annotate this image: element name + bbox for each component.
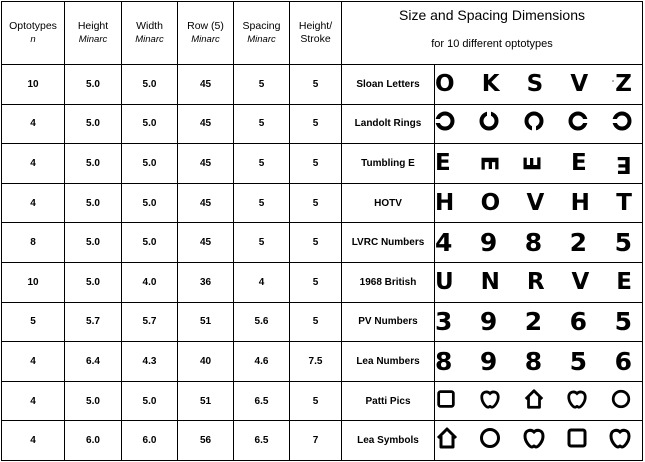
width-value: 5.0 <box>122 104 178 144</box>
width-value: 5.7 <box>122 302 178 342</box>
width-value: 5.0 <box>122 65 178 105</box>
optotype-glyph: 2 <box>524 307 543 337</box>
width-value: 4.3 <box>122 342 178 382</box>
height-value: 6.0 <box>65 421 122 461</box>
optotype-glyph: R <box>526 268 545 295</box>
tumbling-e-icon: E <box>475 155 502 172</box>
optotype-samples <box>435 302 643 342</box>
table-row <box>2 302 643 342</box>
optotype-glyph: E <box>435 149 451 176</box>
optotype-glyph: N <box>480 268 500 295</box>
width-header <box>122 2 178 65</box>
optotype-glyph: 9 <box>479 307 498 337</box>
table-row <box>2 183 643 223</box>
spacing-value: 5 <box>234 223 290 263</box>
row-value: 56 <box>178 421 234 461</box>
landolt-ring-icon <box>568 111 588 136</box>
height-value: 5.0 <box>65 262 122 302</box>
optotypes-header <box>2 2 65 65</box>
width-value: 5.0 <box>122 183 178 223</box>
optotype-glyph: 3 <box>435 307 453 337</box>
table-subtitle: for 10 different optotypes <box>431 38 553 50</box>
house-icon <box>435 426 459 455</box>
row-value: 36 <box>178 262 234 302</box>
optotype-samples <box>435 262 643 302</box>
height-value: 5.0 <box>65 223 122 263</box>
optotypes-count: 8 <box>2 223 65 263</box>
optotype-glyph: E <box>616 268 632 295</box>
optotype-name: Lea Symbols <box>342 421 435 461</box>
width-value: 5.0 <box>122 223 178 263</box>
optotype-samples <box>435 183 643 223</box>
tumbling-e-icon: E <box>616 150 632 177</box>
row-header-label: Row (5) <box>187 20 224 32</box>
spacing-header-label: Spacing <box>242 20 281 32</box>
optotype-glyph: 8 <box>524 346 543 376</box>
height-stroke-value: 5 <box>290 104 342 144</box>
width-value: 5.0 <box>122 144 178 184</box>
optotypes-count: 10 <box>2 65 65 105</box>
width-value: 5.0 <box>122 381 178 421</box>
spacing-header-unit: Minarc <box>247 34 276 45</box>
height-stroke-value: 5 <box>290 302 342 342</box>
table-row <box>2 104 643 144</box>
height-value: 5.0 <box>65 144 122 184</box>
spacing-value: 5 <box>234 144 290 184</box>
optotype-samples <box>435 223 643 263</box>
landolt-ring-icon <box>479 111 499 136</box>
optotype-glyph: S <box>526 70 544 97</box>
table-row <box>2 144 643 184</box>
optotype-samples <box>435 104 643 144</box>
optotype-name: Sloan Letters <box>342 65 435 105</box>
optotype-glyph: H <box>570 189 590 216</box>
height-stroke-value: 5 <box>290 381 342 421</box>
row-value: 51 <box>178 381 234 421</box>
stray-dot <box>612 80 614 82</box>
height-stroke-value: 7 <box>290 421 342 461</box>
row-value: 40 <box>178 342 234 382</box>
optotype-glyph: 8 <box>524 228 543 258</box>
optotype-name: 1968 British <box>342 262 435 302</box>
height-stroke-value: 5 <box>290 223 342 263</box>
height-value: 5.0 <box>65 65 122 105</box>
row-header <box>178 2 234 65</box>
row-value: 45 <box>178 223 234 263</box>
optotype-glyph: 4 <box>435 228 453 258</box>
optotype-glyph: 6 <box>569 307 588 337</box>
optotype-glyph: E <box>570 149 587 176</box>
width-value: 6.0 <box>122 421 178 461</box>
optotypes-count: 4 <box>2 421 65 461</box>
apple-icon <box>566 388 588 415</box>
optotype-glyph: U <box>435 268 454 295</box>
spacing-value: 4 <box>234 262 290 302</box>
width-header-unit: Minarc <box>135 34 164 45</box>
landolt-ring-icon <box>435 111 455 136</box>
table-title: Size and Spacing Dimensions <box>399 7 585 23</box>
height-header-label: Height <box>77 20 109 32</box>
table-title-cell <box>342 2 643 65</box>
spacing-value: 6.5 <box>234 421 290 461</box>
apple-icon <box>479 388 501 415</box>
height-stroke-value: 5 <box>290 144 342 184</box>
height-value: 5.0 <box>65 381 122 421</box>
circle-icon <box>478 426 502 455</box>
height-stroke-header <box>290 2 342 65</box>
optotype-name: LVRC Numbers <box>342 223 435 263</box>
optotype-name: PV Numbers <box>342 302 435 342</box>
optotype-glyph: 2 <box>569 228 588 258</box>
optotype-name: Landolt Rings <box>342 104 435 144</box>
row-value: 45 <box>178 144 234 184</box>
optotype-glyph: 8 <box>435 346 453 376</box>
row-value: 45 <box>178 183 234 223</box>
height-stroke-value: 5 <box>290 65 342 105</box>
optotypes-count: 5 <box>2 302 65 342</box>
optotype-glyph: 9 <box>479 228 498 258</box>
table-row <box>2 381 643 421</box>
square-icon <box>565 426 589 455</box>
row-header-unit: Minarc <box>191 34 220 45</box>
height-value: 5.0 <box>65 183 122 223</box>
optotypes-count: 4 <box>2 144 65 184</box>
optotype-glyph: 5 <box>614 307 632 337</box>
optotype-glyph: K <box>481 70 500 97</box>
optotype-glyph: V <box>571 268 590 295</box>
apple-icon <box>608 426 632 455</box>
width-header-label: Width <box>136 20 163 32</box>
row-value: 45 <box>178 65 234 105</box>
optotype-glyph: 6 <box>614 346 632 376</box>
table-row <box>2 65 643 105</box>
optotype-glyph: O <box>435 70 455 97</box>
height-stroke-value: 5 <box>290 262 342 302</box>
width-value: 4.0 <box>122 262 178 302</box>
optotype-glyph: T <box>616 189 632 216</box>
row-value: 51 <box>178 302 234 342</box>
height-stroke-header-line2: Stroke <box>300 33 331 45</box>
row-value: 45 <box>178 104 234 144</box>
optotype-glyph: H <box>435 189 455 216</box>
table-row <box>2 342 643 382</box>
spacing-value: 5 <box>234 104 290 144</box>
spacing-value: 5 <box>234 183 290 223</box>
optotype-glyph: 9 <box>479 346 498 376</box>
optotype-name: HOTV <box>342 183 435 223</box>
height-stroke-value: 5 <box>290 183 342 223</box>
optotype-samples <box>435 421 643 461</box>
optotype-name: Lea Numbers <box>342 342 435 382</box>
landolt-ring-icon <box>524 111 544 136</box>
optotype-glyph: O <box>480 189 501 216</box>
height-value: 5.7 <box>65 302 122 342</box>
landolt-ring-icon <box>612 111 632 136</box>
tumbling-e-icon: E <box>519 155 546 172</box>
optotypes-count: 4 <box>2 104 65 144</box>
height-header <box>65 2 122 65</box>
table-row <box>2 421 643 461</box>
spacing-header <box>234 2 290 65</box>
apple-icon <box>522 426 546 455</box>
height-stroke-value: 7.5 <box>290 342 342 382</box>
optotype-table <box>1 1 643 461</box>
optotypes-count: 4 <box>2 381 65 421</box>
height-value: 5.0 <box>65 104 122 144</box>
optotypes-header-label: Optotypes <box>9 20 57 32</box>
optotype-glyph: 5 <box>569 346 588 376</box>
optotypes-count: 4 <box>2 183 65 223</box>
optotypes-header-unit: n <box>30 34 36 45</box>
height-value: 6.4 <box>65 342 122 382</box>
height-stroke-header-line1: Height/ <box>298 20 333 32</box>
optotype-samples <box>435 381 643 421</box>
square-icon <box>435 388 457 415</box>
optotype-name: Patti Pics <box>342 381 435 421</box>
optotype-glyph: 5 <box>614 228 632 258</box>
optotype-name: Tumbling E <box>342 144 435 184</box>
table-row <box>2 223 643 263</box>
table-row <box>2 262 643 302</box>
spacing-value: 5 <box>234 65 290 105</box>
optotype-glyph: V <box>570 70 589 97</box>
house-icon <box>523 388 545 415</box>
optotype-glyph: V <box>526 189 545 216</box>
height-header-unit: Minarc <box>78 34 108 45</box>
optotypes-count: 4 <box>2 342 65 382</box>
optotype-glyph: Z <box>615 70 632 97</box>
optotypes-count: 10 <box>2 262 65 302</box>
optotype-samples <box>435 342 643 382</box>
circle-icon <box>610 388 632 415</box>
optotype-samples <box>435 65 643 105</box>
spacing-value: 6.5 <box>234 381 290 421</box>
spacing-value: 5.6 <box>234 302 290 342</box>
header-row <box>2 2 643 65</box>
spacing-value: 4.6 <box>234 342 290 382</box>
optotype-samples <box>435 144 643 184</box>
